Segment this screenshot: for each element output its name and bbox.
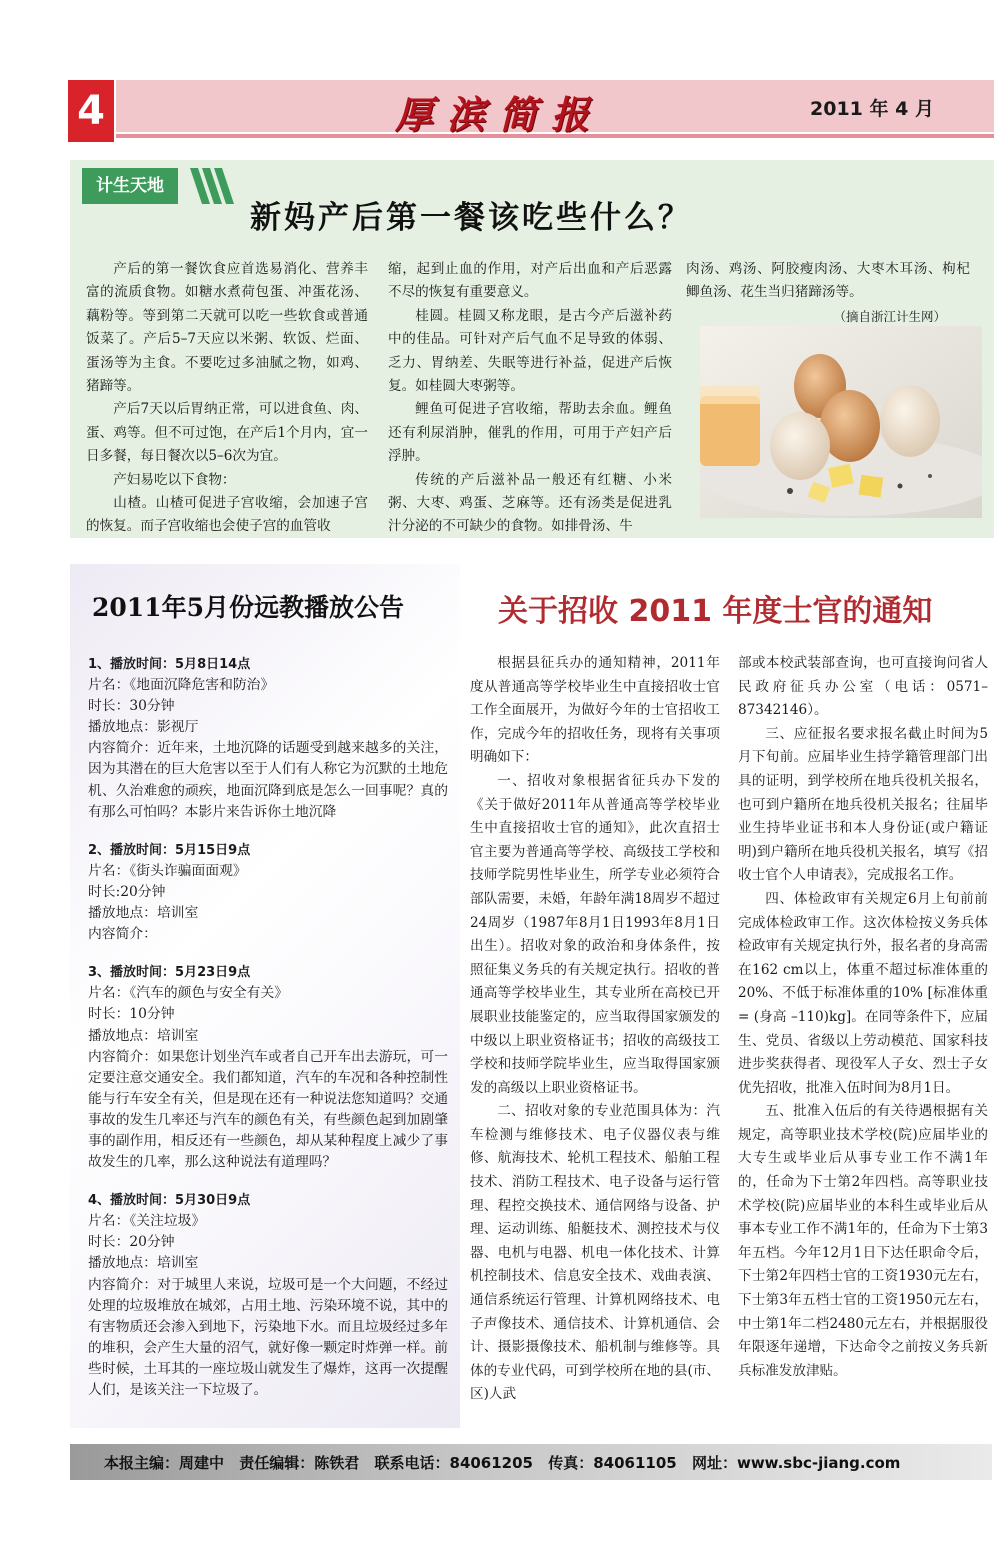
- paragraph: 桂圆。桂圆又称龙眼，是古今产后滋补药中的佳品。可针对产后气血不足导致的体弱、乏力、胃纳差、失眠等进行补益，促进产后恢复。如桂圆大枣粥等。: [388, 307, 672, 395]
- paragraph: 传统的产后滋补品一般还有红糖、小米粥、大枣、鸡蛋、芝麻等。还有汤类是促进乳汁分泌的不可缺少的食物。如排骨汤、牛: [388, 471, 672, 535]
- film-location: 播放地点：培训室: [88, 1255, 199, 1272]
- film-summary: 内容简介：近年来，土地沉降的话题受到越来越多的关注，因为其潜在的巨大危害以至于人们有人称它为沉默的土地危机、久治难愈的顽疾，地面沉降到底是怎么一回事呢？真的有那么可怕吗？本影片来告诉你土地沉降: [88, 740, 448, 820]
- film-location: 播放地点：影视厅: [88, 719, 199, 736]
- film-name: 片名：《关注垃圾》: [88, 1213, 206, 1230]
- broadcast-time: 3、播放时间：5月23日9点: [88, 965, 251, 981]
- broadcast-time: 2、播放时间：5月15日9点: [88, 842, 251, 858]
- editor-in-chief: 本报主编：周建中: [104, 1454, 225, 1472]
- paragraph: 山楂。山楂可促进子宫收缩，会加速子宫的恢复。而子宫收缩也会使子宫的血管收: [86, 495, 368, 535]
- paragraph: 产后的第一餐饮食应首选易消化、营养丰富的流质食物。如糖水煮荷包蛋、冲蛋花汤、藕粉等。等到第二天就可以吃一些软食或普通饭菜了。产后5–7天应以米粥、软饭、烂面、蛋汤等为主食。不要吃过多油腻之物，如鸡、猪蹄等。: [86, 261, 368, 395]
- article-column-1: [86, 258, 368, 539]
- list-item: [88, 1190, 448, 1401]
- paragraph: 一、招收对象根据省征兵办下发的《关于做好2011年从普通高等学校毕业生中直接招收士官的通知》，此次直招士官主要为普通高等学校、高级技工学校和技师学院男性毕业生，所学专业必须符合部队需要，未婚，年龄年满18周岁不超过24周岁（1987年8月1日1993年8月1日出生）。招收对象的政治和身体条件，按照征集义务兵的有关规定执行。招收的普通高等学校毕业生，其专业所在高校已开展职业技能鉴定的，应当取得国家颁发的中级以上职业资格证书；招收的高级技工学校和技师学院毕业生，应当取得国家颁发的高级以上职业资格证书。: [470, 772, 720, 1096]
- paragraph: 鲤鱼可促进子宫收缩，帮助去余血。鲤鱼还有利尿消肿，催乳的作用，可用于产妇产后浮肿。: [388, 401, 672, 465]
- film-name: 片名：《街头诈骗面面观》: [88, 862, 247, 879]
- film-name: 片名：《汽车的颜色与安全有关》: [88, 985, 289, 1002]
- website: 网址：www.sbc-jiang.com: [691, 1454, 901, 1472]
- article-title: 新妈产后第一餐该吃些什么？: [250, 200, 692, 236]
- article-column-2: [388, 258, 672, 539]
- film-duration: 时长：20分钟: [88, 1234, 175, 1251]
- paragraph: 部或本校武装部查询，也可直接询问省人民政府征兵办公室（电话：0571–87342146）。: [738, 655, 988, 719]
- film-duration: 时长：10分钟: [88, 1006, 175, 1023]
- film-duration: 时长：30分钟: [88, 698, 175, 715]
- film-summary: 内容简介：: [88, 926, 157, 943]
- paragraph: 四、体检政审有关规定6月上旬前前完成体检政审工作。这次体检按义务兵体检政审有关规定执行外，报名者的身高需在162 cm以上，体重不超过标准体重的20%、不低于标准体重的10% [标准体重 = (身高 –110)kg]。在同等条件下，应届生、党员、省级以上劳动模范、国家科技进步奖获得者、现役军人子女、烈士子女优先招收，批准入伍时间为8月1日。: [738, 890, 988, 1096]
- footer-credits: [104, 1452, 910, 1473]
- responsible-editor: 责任编辑：陈铁君: [239, 1454, 360, 1472]
- contact-phone: 联系电话：84061205: [374, 1454, 533, 1472]
- fax-number: 传真：84061105: [548, 1454, 677, 1472]
- slash-decoration-icon: [190, 168, 240, 204]
- list-item: [88, 840, 448, 945]
- issue-date: 2011 年 4 月: [810, 98, 934, 120]
- broadcast-list: [88, 654, 448, 1418]
- film-duration: 时长:20分钟: [88, 883, 166, 900]
- article-source: （摘自浙江计生网）: [833, 308, 946, 324]
- article-column-3: [686, 258, 970, 328]
- paragraph: 五、批准入伍后的有关待遇根据有关规定，高等职业技术学校(院)应届毕业的大专生或毕业后从事专业工作不满1年的，任命为下士第2年四档。高等职业技术学校(院)应届毕业的本科生或毕业后从事本专业工作不满1年的，任命为下士第3年五档。今年12月1日下达任职命令后，下士第2年四档士官的工资1930元左右，下士第3年五档士官的工资1950元左右，中士第1年二档2480元左右，并根据服役年限逐年递增，下达命令之前按义务兵新兵标准发放津贴。: [738, 1103, 988, 1379]
- list-item: [88, 962, 448, 1173]
- broadcast-time: 4、播放时间：5月30日9点: [88, 1193, 251, 1209]
- list-item: [88, 654, 448, 823]
- paragraph: 肉汤、鸡汤、阿胶瘦肉汤、大枣木耳汤、枸杞鲫鱼汤、花生当归猪蹄汤等。: [686, 261, 970, 301]
- paragraph: 产后7天以后胃纳正常，可以进食鱼、肉、蛋、鸡等。但不可过饱，在产后1个月内，宜一日多餐，每日餐次以5–6次为宜。: [86, 401, 368, 465]
- notice-column-1: [470, 652, 720, 1407]
- broadcast-time: 1、播放时间：5月8日14点: [88, 657, 251, 672]
- page-number: 4: [68, 80, 114, 142]
- section-tag: 计生天地: [82, 168, 178, 204]
- film-summary: 内容简介：对于城里人来说，垃圾可是一个大问题，不经过处理的垃圾堆放在城郊，占用土地、污染环境不说，其中的有害物质还会渗入到地下，污染地下水。而且垃圾经过多年的堆积，会产生大量的沼气，就好像一颗定时炸弹一样。前些时候，土耳其的一座垃圾山就发生了爆炸，这再一次提醒人们，是该关注一下垃圾了。: [88, 1276, 448, 1398]
- broadcast-title: 2011年5月份远教播放公告: [92, 593, 404, 622]
- film-name: 片名：《地面沉降危害和防治》: [88, 677, 275, 694]
- paragraph: 产妇易吃以下食物：: [113, 471, 236, 488]
- masthead-logo: 厚滨简报: [395, 92, 604, 137]
- paragraph: 三、应征报名要求报名截止时间为5月下旬前。应届毕业生持学籍管理部门出具的证明，到学校所在地兵役机关报名，也可到户籍所在地兵役机关报名；往届毕业生持毕业证书和本人身份证(或户籍证明)到户籍所在地兵役机关报名，填写《招收士官个人申请表》，完成报名工作。: [738, 725, 988, 884]
- film-summary: 内容简介：如果您计划坐汽车或者自己开车出去游玩，可一定要注意交通安全。我们都知道，汽车的车况和各种控制性能与行车安全有关，但是现在还有一种说法您知道吗？交通事故的发生几率还与汽车的颜色有关，有些颜色起到加剧肇事的副作用，相反还有一些颜色，却从某种程度上减少了事故发生的几率，那么这种说法有道理吗？: [88, 1048, 448, 1171]
- paragraph: 缩，起到止血的作用，对产后出血和产后恶露不尽的恢复有重要意义。: [388, 261, 672, 301]
- paragraph: 二、招收对象的专业范围具体为：汽车检测与维修技术、电子仪器仪表与维修、航海技术、轮机工程技术、船舶工程技术、消防工程技术、电子设备与运行管理、程控交换技术、通信网络与设备、护理、运动训练、船艇技术、测控技术与仪器、电机与电器、机电一体化技术、计算机控制技术、信息安全技术、戏曲表演、通信系统运行管理、计算机网络技术、电子声像技术、通信技术、计算机通信、会计、摄影摄像技术、船机制与维修等。具体的专业代码，可到学校所在地的县(市、区)人武: [470, 1103, 720, 1403]
- film-location: 播放地点：培训室: [88, 1027, 199, 1044]
- notice-column-2: [738, 652, 988, 1383]
- film-location: 播放地点：培训室: [88, 905, 199, 922]
- eggs-food-photo: [700, 326, 982, 518]
- notice-title: 关于招收 2011 年度士官的通知: [498, 594, 933, 629]
- paragraph: 根据县征兵办的通知精神，2011年度从普通高等学校毕业生中直接招收士官工作全面展开，为做好今年的士官招收工作，完成今年的招收任务，现将有关事项明确如下：: [470, 655, 720, 766]
